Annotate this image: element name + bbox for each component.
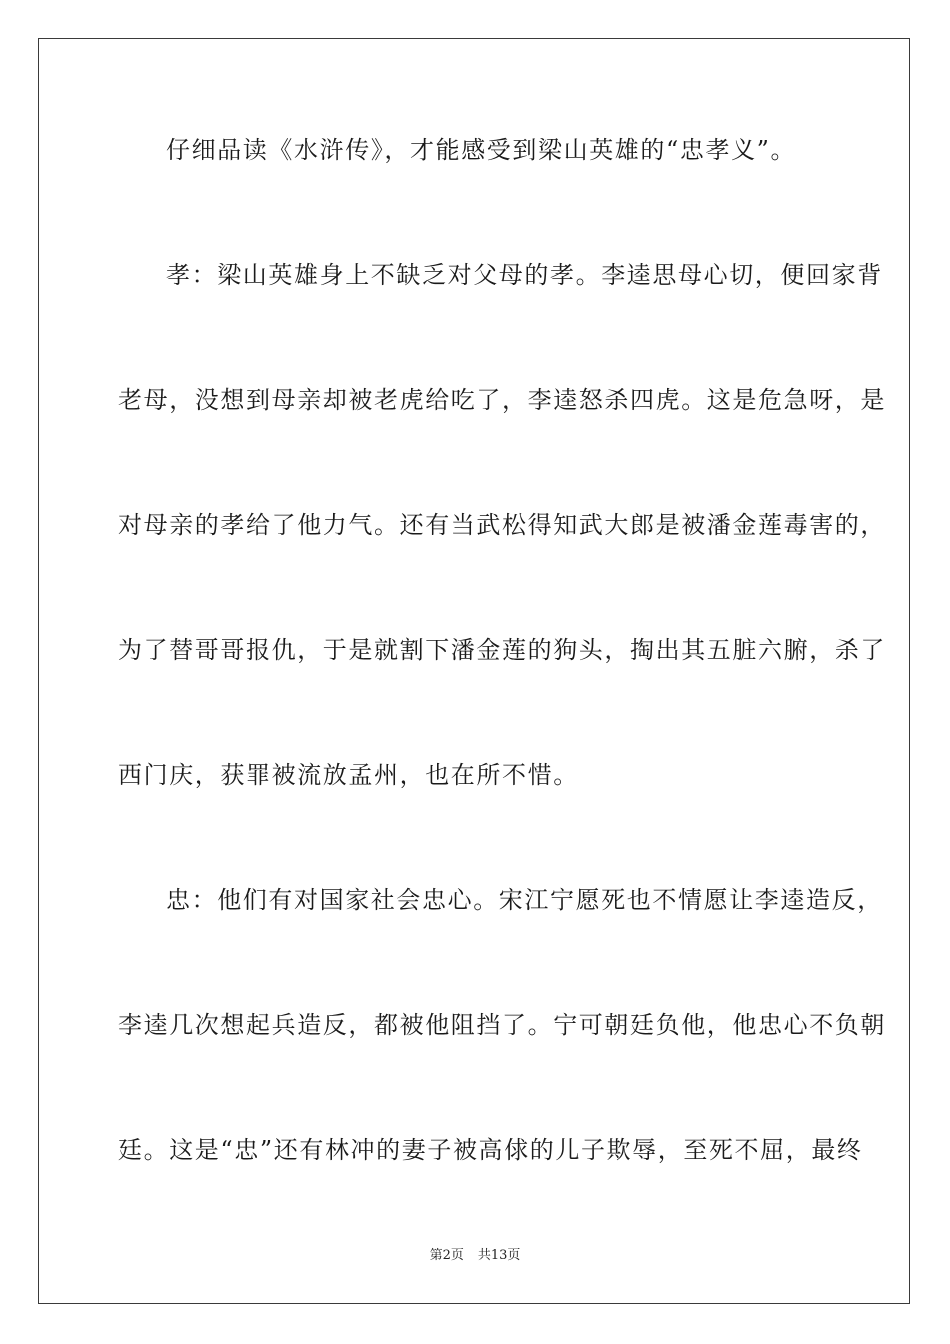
- paragraph-line: 西门庆，获罪被流放孟州，也在所不惜。: [118, 761, 579, 789]
- paragraph-line: 仔细品读《水浒传》，才能感受到梁山英雄的“忠孝义”。: [166, 136, 797, 164]
- paragraph-line: 老母，没想到母亲却被老虎给吃了，李逵怒杀四虎。这是危急呀，是: [118, 386, 886, 414]
- paragraph-line: 孝：梁山英雄身上不缺乏对父母的孝。李逵思母心切，便回家背: [166, 261, 883, 289]
- page-footer: [0, 1247, 950, 1265]
- paragraph-line: 为了替哥哥报仇，于是就割下潘金莲的狗头，掏出其五脏六腑，杀了: [118, 636, 886, 664]
- paragraph-line: 对母亲的孝给了他力气。还有当武松得知武大郎是被潘金莲毒害的，: [118, 511, 886, 539]
- page-border: [38, 38, 910, 1304]
- page-number: 第2页: [429, 1248, 464, 1263]
- paragraph-line: 廷。这是“忠”还有林冲的妻子被高俅的儿子欺辱，至死不屈，最终: [118, 1136, 863, 1164]
- total-pages: 共13页: [477, 1248, 521, 1263]
- paragraph-line: 李逵几次想起兵造反，都被他阻挡了。宁可朝廷负他，他忠心不负朝: [118, 1011, 886, 1039]
- paragraph-line: 忠：他们有对国家社会忠心。宋江宁愿死也不情愿让李逵造反，: [166, 886, 883, 914]
